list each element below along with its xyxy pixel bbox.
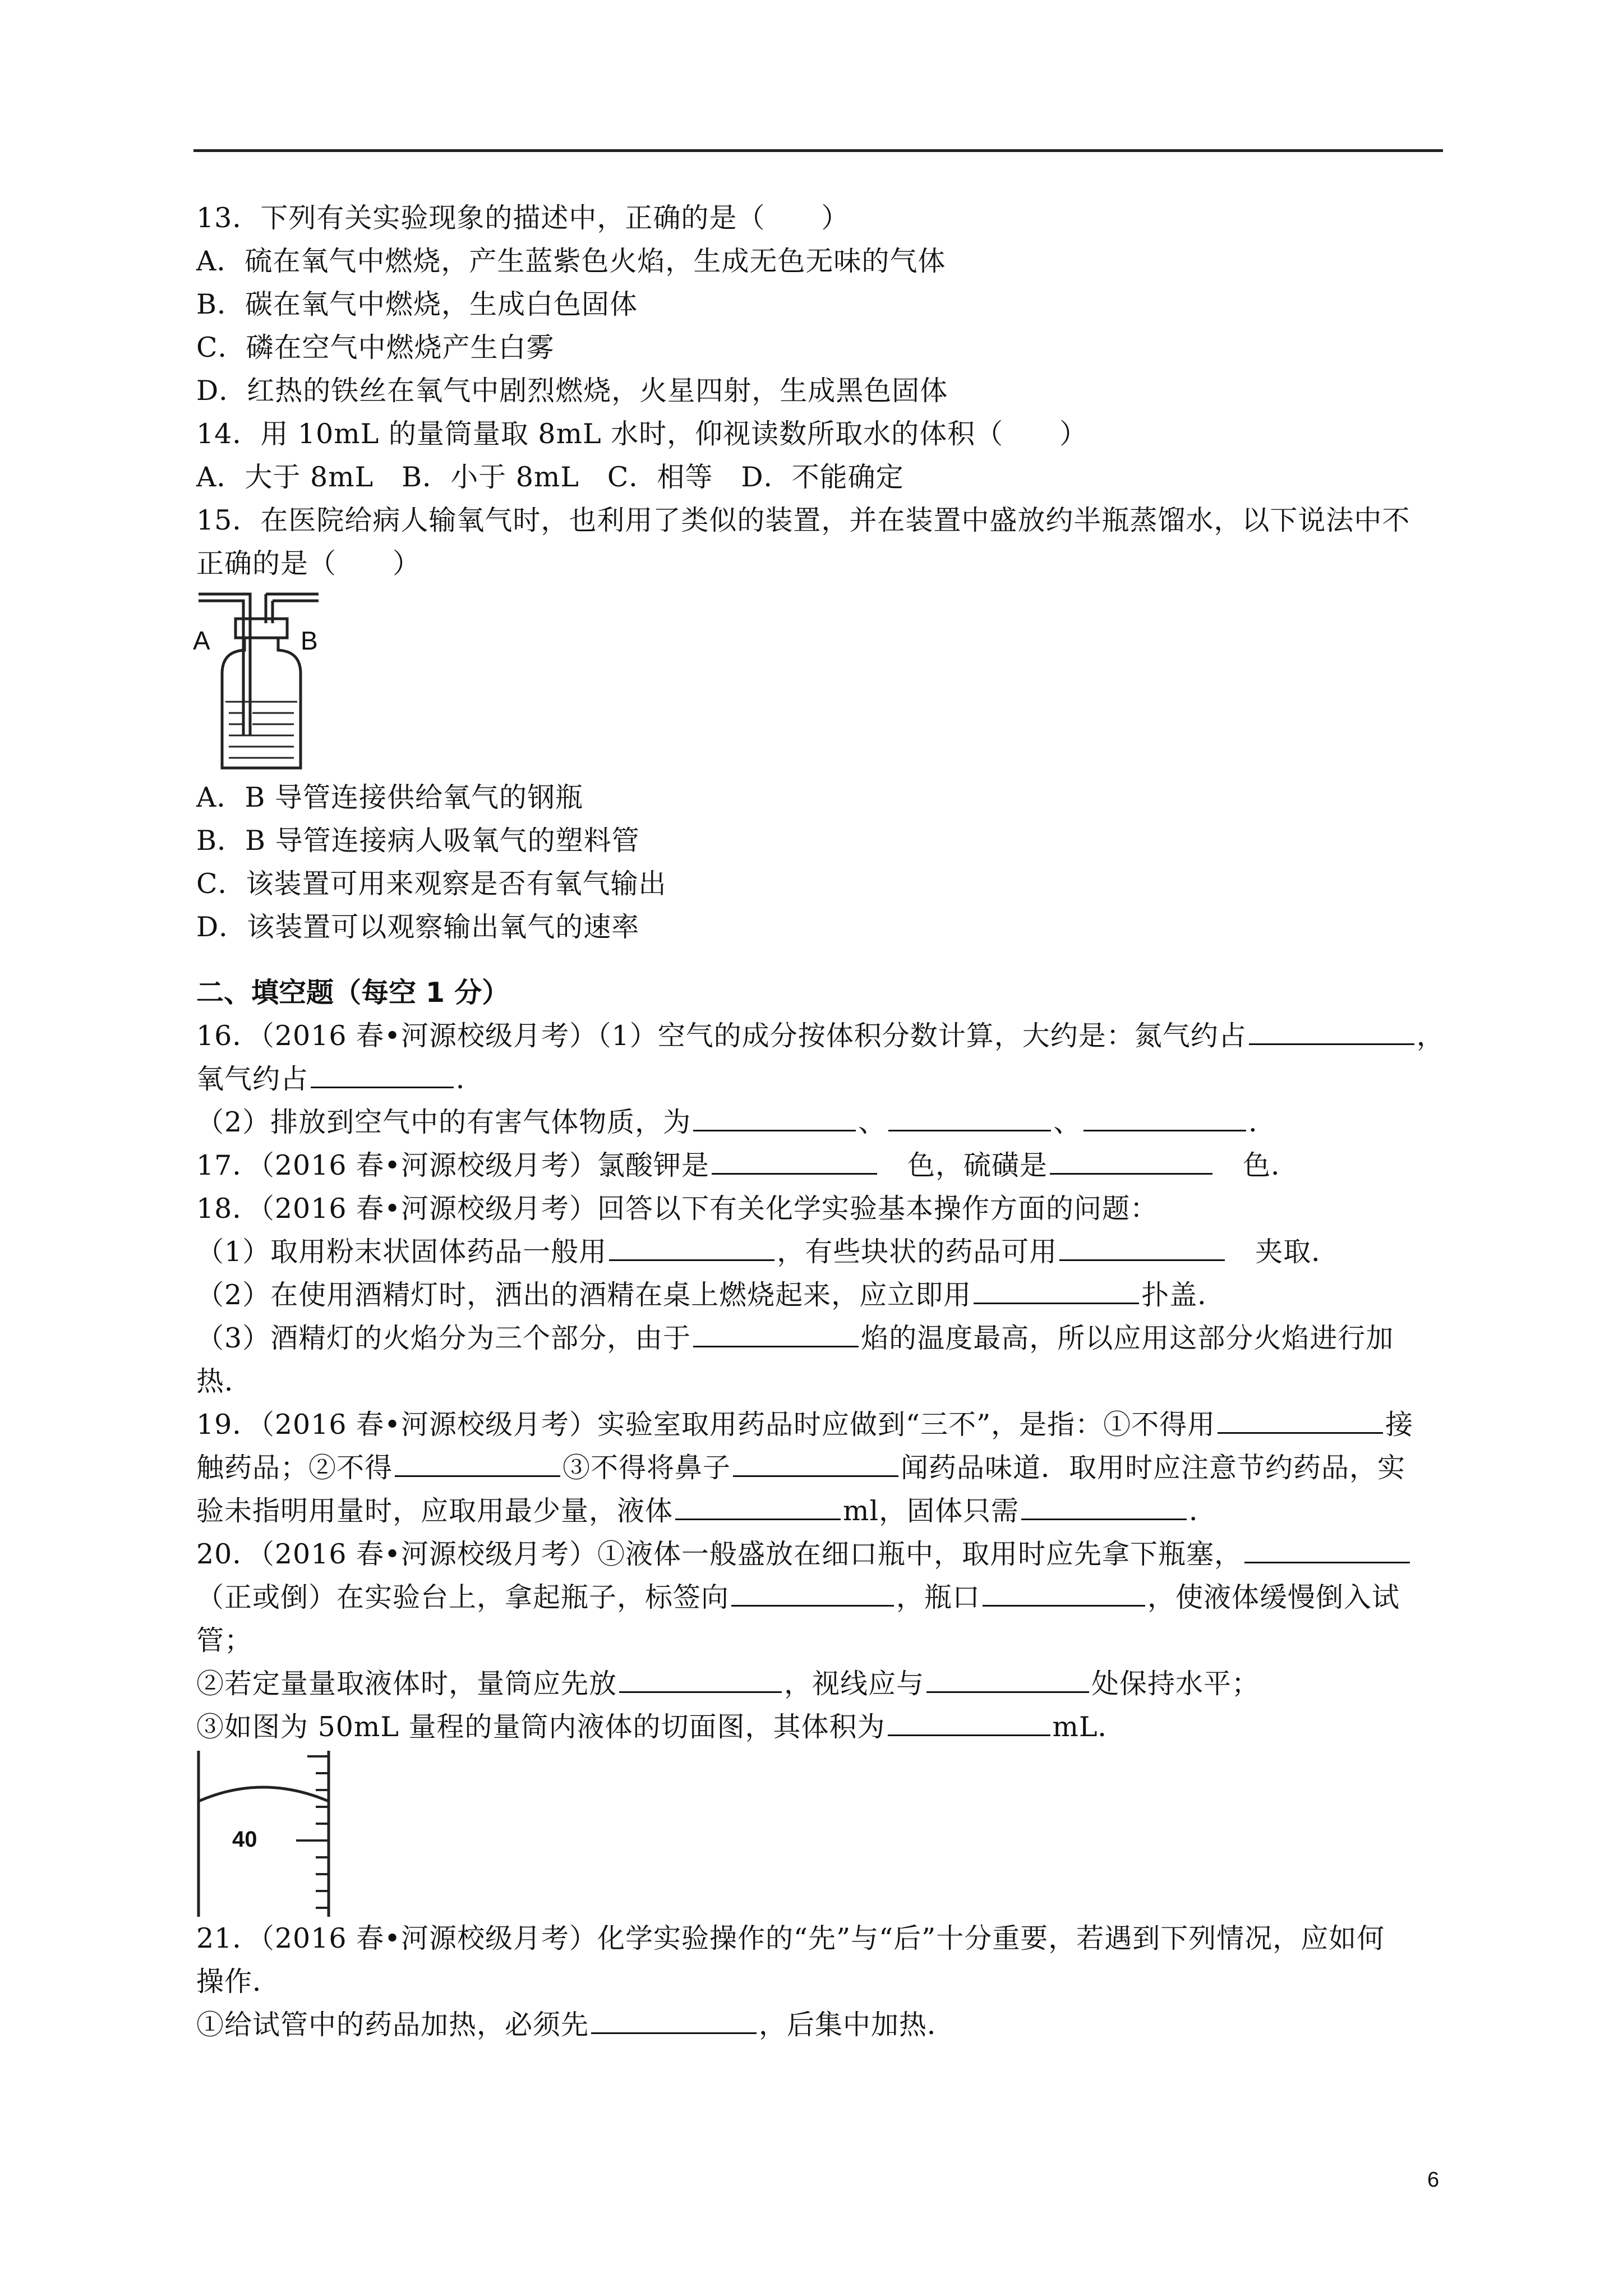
answer-blank[interactable] — [888, 1101, 1051, 1131]
q16-text: 、 — [858, 1106, 887, 1138]
q18-part1 — [196, 1230, 1441, 1273]
q20-text: ，视线应与 — [784, 1668, 925, 1700]
q15-option-d: D．该装置可以观察输出氧气的速率 — [196, 911, 640, 943]
answer-blank[interactable] — [733, 1446, 898, 1477]
q13-option-a: A．硫在氧气中燃烧，产生蓝紫色火焰，生成无色无味的气体 — [196, 245, 946, 277]
q16-text: ． — [456, 1063, 485, 1095]
q14-options: A．大于 8mL B．小于 8mL C．相等 D．不能确定 — [196, 461, 904, 493]
q17-text: 色，硫磺是 — [907, 1149, 1048, 1181]
q18-text: 夹取． — [1255, 1236, 1340, 1268]
q15-stem-line2: 正确的是（ ） — [196, 547, 421, 579]
q15-option-b: B．B 导管连接病人吸氧气的塑料管 — [196, 825, 640, 857]
q19-text: 19．（2016 春•河源校级月考）实验室取用药品时应做到“三不”，是指：①不得用 — [196, 1409, 1216, 1441]
q19-text: 触药品；②不得 — [196, 1452, 393, 1484]
q21-line3 — [196, 2003, 1441, 2046]
q21-line1: 21．（2016 春•河源校级月考）化学实验操作的“先”与“后”十分重要，若遇到下列情况，应如何 — [196, 1922, 1385, 1954]
q13-option-d: D．红热的铁丝在氧气中剧烈燃烧，火星四射，生成黑色固体 — [196, 375, 948, 407]
q17-text: 色． — [1243, 1149, 1299, 1181]
q18-part2 — [196, 1273, 1441, 1317]
q20-line2 — [196, 1576, 1441, 1619]
q13-option-b: B．碳在氧气中燃烧，生成白色固体 — [196, 288, 638, 320]
q20-text: 20．（2016 春•河源校级月考）①液体一般盛放在细口瓶中，取用时应先拿下瓶塞， — [196, 1538, 1243, 1570]
answer-blank[interactable] — [693, 1101, 856, 1131]
answer-blank[interactable] — [974, 1273, 1139, 1304]
q20-text: ②若定量量取液体时，量筒应先放 — [196, 1668, 617, 1700]
page-number: 6 — [1427, 2168, 1440, 2192]
q17-text: 17．（2016 春•河源校级月考）氯酸钾是 — [196, 1149, 710, 1181]
q16-text: 16．（2016 春•河源校级月考）（1）空气的成分按体积分数计算，大约是：氮气约占 — [196, 1020, 1247, 1052]
q18-text: 扑盖． — [1141, 1279, 1226, 1311]
q16-text: ， — [1416, 1020, 1445, 1052]
answer-blank[interactable] — [712, 1144, 877, 1175]
q18-text: ，有些块状的药品可用 — [777, 1236, 1058, 1268]
q18-part3-cont: 热． — [196, 1365, 253, 1397]
answer-blank[interactable] — [926, 1662, 1089, 1693]
answer-blank[interactable] — [395, 1446, 560, 1477]
q16-line2 — [196, 1057, 1441, 1101]
answer-blank[interactable] — [693, 1317, 859, 1347]
answer-blank[interactable] — [675, 1489, 841, 1520]
q19-text: ． — [1189, 1495, 1218, 1527]
answer-blank[interactable] — [888, 1705, 1050, 1736]
q18-text: 焰的温度最高，所以应用这部分火焰进行加 — [861, 1322, 1394, 1354]
q16-line3 — [196, 1101, 1441, 1144]
answer-blank[interactable] — [1083, 1101, 1246, 1131]
q20-text: mL． — [1052, 1711, 1126, 1743]
section-fill-in-blanks-heading: 二、填空题（每空 1 分） — [196, 977, 510, 1009]
answer-blank[interactable] — [609, 1230, 774, 1261]
q15-stem-line1: 15．在医院给病人输氧气时，也利用了类似的装置，并在装置中盛放约半瓶蒸馏水，以下说法中不 — [196, 504, 1410, 536]
q20-text: ③如图为 50mL 量程的量筒内液体的切面图，其体积为 — [196, 1711, 886, 1743]
q19-line1 — [196, 1403, 1441, 1446]
answer-blank[interactable] — [591, 2003, 757, 2034]
q18-stem: 18．（2016 春•河源校级月考）回答以下有关化学实验基本操作方面的问题： — [196, 1193, 1159, 1225]
header-rule — [193, 149, 1443, 152]
answer-blank[interactable] — [619, 1662, 782, 1693]
q18-text: （1）取用粉末状固体药品一般用 — [196, 1236, 607, 1268]
q16-text: （2）排放到空气中的有害气体物质，为 — [196, 1106, 691, 1138]
q14-stem: 14．用 10mL 的量筒量取 8mL 水时，仰视读数所取水的体积（ ） — [196, 418, 1088, 450]
q20-line1 — [196, 1533, 1441, 1576]
q21-text: ，后集中加热． — [759, 2009, 956, 2041]
cylinder-diagram — [195, 1751, 341, 1919]
cylinder-scale-label: 40 — [232, 1827, 257, 1852]
question-content — [193, 196, 1445, 2046]
q20-line5 — [196, 1705, 1441, 1749]
answer-blank[interactable] — [983, 1576, 1145, 1607]
q18-part3 — [196, 1317, 1441, 1360]
q16-text: ． — [1248, 1106, 1277, 1138]
q19-line2 — [196, 1446, 1441, 1489]
q20-text: ，瓶口 — [896, 1581, 981, 1613]
q19-text: 验未指明用量时，应取用最少量，液体 — [196, 1495, 674, 1527]
q20-text: 处保持水平； — [1091, 1668, 1260, 1700]
q20-line4 — [196, 1662, 1441, 1705]
gas-washing-bottle-figure — [193, 585, 1441, 776]
graduated-cylinder-figure — [196, 1749, 1441, 1917]
q19-text: 接 — [1385, 1409, 1414, 1441]
q19-line3 — [196, 1489, 1441, 1533]
answer-blank[interactable] — [1244, 1533, 1410, 1563]
q19-text: ml，固体只需 — [843, 1495, 1020, 1527]
answer-blank[interactable] — [1218, 1403, 1383, 1434]
q13-option-c: C．磷在空气中燃烧产生白雾 — [196, 332, 555, 364]
q19-text: 闻药品味道．取用时应注意节约药品，实 — [901, 1452, 1406, 1484]
q21-line2: 操作． — [196, 1966, 281, 1998]
q16-text: 氧气约占 — [196, 1063, 309, 1095]
q13-stem: 13．下列有关实验现象的描述中，正确的是（ ） — [196, 202, 850, 234]
q17-line — [196, 1144, 1441, 1187]
answer-blank[interactable] — [731, 1576, 894, 1607]
answer-blank[interactable] — [1249, 1014, 1414, 1045]
q16-line1 — [196, 1014, 1445, 1057]
q18-text: （3）酒精灯的火焰分为三个部分，由于 — [196, 1322, 691, 1354]
gas-bottle-diagram — [194, 590, 340, 775]
answer-blank[interactable] — [311, 1057, 454, 1088]
tube-label-a: A — [193, 626, 210, 655]
answer-blank[interactable] — [1021, 1489, 1187, 1520]
q20-text: ，使液体缓慢倒入试 — [1147, 1581, 1400, 1613]
q15-option-a: A．B 导管连接供给氧气的钢瓶 — [196, 781, 583, 813]
q20-line3: 管； — [196, 1625, 253, 1657]
q19-text: ③不得将鼻子 — [562, 1452, 731, 1484]
q20-text: （正或倒）在实验台上，拿起瓶子，标签向 — [196, 1581, 730, 1613]
q21-text: ①给试管中的药品加热，必须先 — [196, 2009, 589, 2041]
q18-text: （2）在使用酒精灯时，洒出的酒精在桌上燃烧起来，应立即用 — [196, 1279, 972, 1311]
tube-label-b: B — [301, 626, 318, 655]
q16-text: 、 — [1053, 1106, 1082, 1138]
answer-blank[interactable] — [1059, 1230, 1225, 1261]
q15-option-c: C．该装置可用来观察是否有氧气输出 — [196, 868, 667, 900]
answer-blank[interactable] — [1050, 1144, 1212, 1175]
